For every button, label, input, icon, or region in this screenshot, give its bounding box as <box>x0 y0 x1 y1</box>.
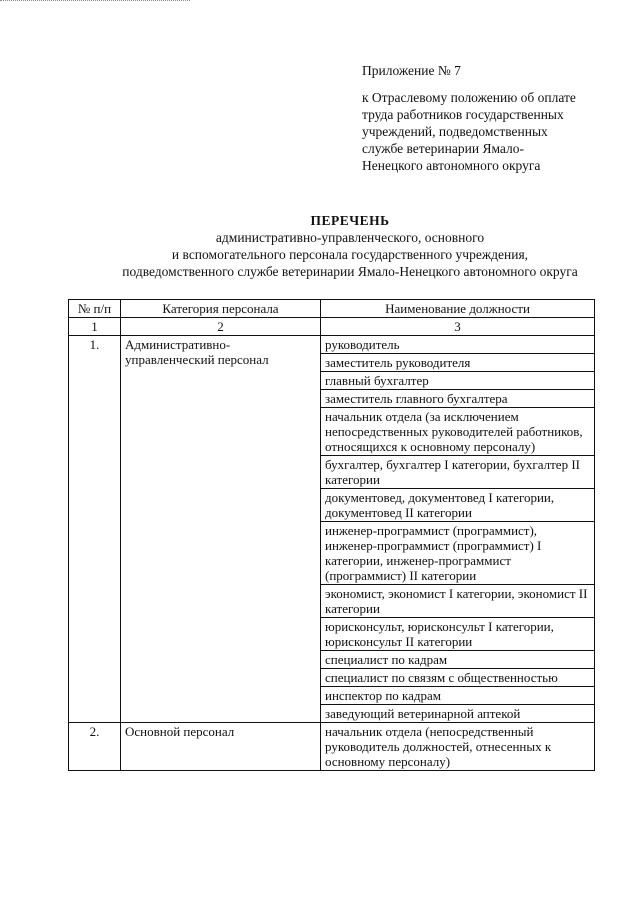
position-cell: инспектор по кадрам <box>321 687 595 705</box>
table-row <box>69 336 595 354</box>
position-cell: бухгалтер, бухгалтер I категории, бухгалтер II категории <box>321 456 595 489</box>
position-cell: специалист по кадрам <box>321 651 595 669</box>
appendix-line: Ненецкого автономного округа <box>362 158 541 173</box>
position-cell: специалист по связям с общественностью <box>321 669 595 687</box>
position-cell: начальник отдела (за исключением непосредственных руководителей работников, относящихся к основному персоналу) <box>321 408 595 456</box>
title-line: административно-управленческого, основного <box>215 230 485 245</box>
appendix-line: учреждений, подведомственных <box>362 124 548 139</box>
group-number: 1. <box>69 336 121 723</box>
appendix-line: к Отраслевому положению об оплате <box>362 90 576 105</box>
group-number: 2. <box>69 723 121 771</box>
title-main: ПЕРЕЧЕНЬ <box>310 213 390 228</box>
appendix-number: Приложение № 7 <box>362 63 461 78</box>
positions-table <box>68 299 595 771</box>
header-position: Наименование должности <box>321 300 595 318</box>
header-number: № п/п <box>69 300 121 318</box>
title-line: и вспомогательного персонала государственного учреждения, <box>171 247 529 262</box>
column-number: 1 <box>69 318 121 336</box>
appendix-line: труда работников государственных <box>362 107 564 122</box>
position-cell: юрисконсульт, юрисконсульт I категории, юрисконсульт II категории <box>321 618 595 651</box>
appendix-line: службе ветеринарии Ямало- <box>362 141 524 156</box>
group-category: Основной персонал <box>121 723 321 771</box>
position-cell: инженер-программист (программист), инженер-программист (программист) I категории, инженер-программист (программист) II категории <box>321 522 595 585</box>
column-number: 3 <box>321 318 595 336</box>
position-cell: заместитель руководителя <box>321 354 595 372</box>
group-category: Административно-управленческий персонал <box>121 336 321 723</box>
title-line: подведомственного службе ветеринарии Ямало-Ненецкого автономного округа <box>122 264 578 279</box>
appendix-note <box>362 62 632 174</box>
position-cell: главный бухгалтер <box>321 372 595 390</box>
column-number: 2 <box>121 318 321 336</box>
position-cell: документовед, документовед I категории, документовед II категории <box>321 489 595 522</box>
scan-corner-mark <box>0 0 190 4</box>
table-header-row <box>69 300 595 318</box>
position-cell: начальник отдела (непосредственный руководитель должностей, отнесенных к основному персоналу) <box>321 723 595 771</box>
column-numbers-row <box>69 318 595 336</box>
position-cell: экономист, экономист I категории, экономист II категории <box>321 585 595 618</box>
document-title <box>60 212 640 280</box>
header-category: Категория персонала <box>121 300 321 318</box>
position-cell: заведующий ветеринарной аптекой <box>321 705 595 723</box>
position-cell: заместитель главного бухгалтера <box>321 390 595 408</box>
position-cell: руководитель <box>321 336 595 354</box>
table-row <box>69 723 595 771</box>
